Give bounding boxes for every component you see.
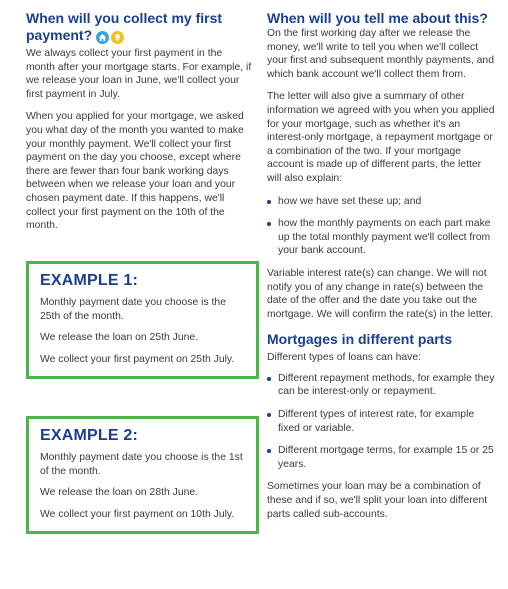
section-heading-different-parts: Mortgages in different parts: [267, 331, 453, 348]
list-item: how we have set these up; and: [267, 195, 495, 209]
example-line: We release the loan on 28th June.: [40, 487, 199, 499]
list-item: Different repayment methods, for example they can be interest-only or repayment.: [267, 372, 495, 399]
paragraph: On the first working day after we release the money, we'll write to tell you when we'll collect your first and subsequent monthly payments, and which bank account we'll collect them from.: [267, 28, 494, 80]
paragraph: We always collect your first payment in the month after your mortgage starts. For example, if we release your loan in June, we'll collect your first payment in July.: [26, 48, 252, 100]
example-line: Monthly payment date you choose is the 25th of the month.: [40, 297, 226, 322]
paragraph: The letter will also give a summary of other information we agreed with you when you applied for your mortgage, such as whether it's an interest-only mortgage, a repayment mortgage or a combination of the two. If your mortgage account is made up of different parts, the letter will also explain:: [267, 91, 495, 184]
lightbulb-icon: [111, 31, 124, 44]
example-line: We collect your first payment on 25th July.: [40, 353, 235, 365]
example-title: EXAMPLE 1:: [40, 272, 139, 289]
heading-text: When will you collect my first payment?: [26, 10, 223, 43]
list-item: how the monthly payments on each part make up the total monthly payment we'll collect from your bank account.: [267, 217, 495, 258]
list-item: Different types of interest rate, for example fixed or variable.: [267, 408, 495, 435]
example-box-2: [26, 416, 259, 534]
bullet-list: [267, 195, 495, 258]
paragraph: When you applied for your mortgage, we asked you what day of the month you wanted to make your monthly payment. We'll collect your first payment on the day you choose, except where there are fewer than four bank working days between when we release your loan and your chosen payment date. If this happens, we'll collect your first payment on the 10th of the month.: [26, 111, 244, 232]
example-line: We collect your first payment on 10th July.: [40, 508, 235, 520]
example-box-1: [26, 261, 259, 379]
section-heading-tell-me: When will you tell me about this?: [267, 10, 488, 26]
paragraph: Variable interest rate(s) can change. We will not notify you of any change in rate(s) between the date of the offer and the date you take out the mortgage. We will confirm the rate(s) in the letter.: [267, 267, 494, 320]
left-column: [26, 10, 252, 233]
example-title: EXAMPLE 2:: [40, 427, 139, 444]
example-line: Monthly payment date you choose is the 1st of the month.: [40, 452, 243, 477]
heading-icons: [96, 31, 124, 44]
paragraph: Different types of loans can have:: [267, 352, 422, 364]
section-heading-first-payment: [26, 10, 252, 44]
list-item: Different mortgage terms, for example 15 or 25 years.: [267, 444, 495, 471]
bullet-list: [267, 372, 495, 472]
right-column: [267, 10, 495, 521]
home-icon: [96, 31, 109, 44]
example-line: We release the loan on 25th June.: [40, 332, 199, 344]
paragraph: Sometimes your loan may be a combination of these and if so, we'll split your loan into different parts called sub-accounts.: [267, 481, 488, 520]
